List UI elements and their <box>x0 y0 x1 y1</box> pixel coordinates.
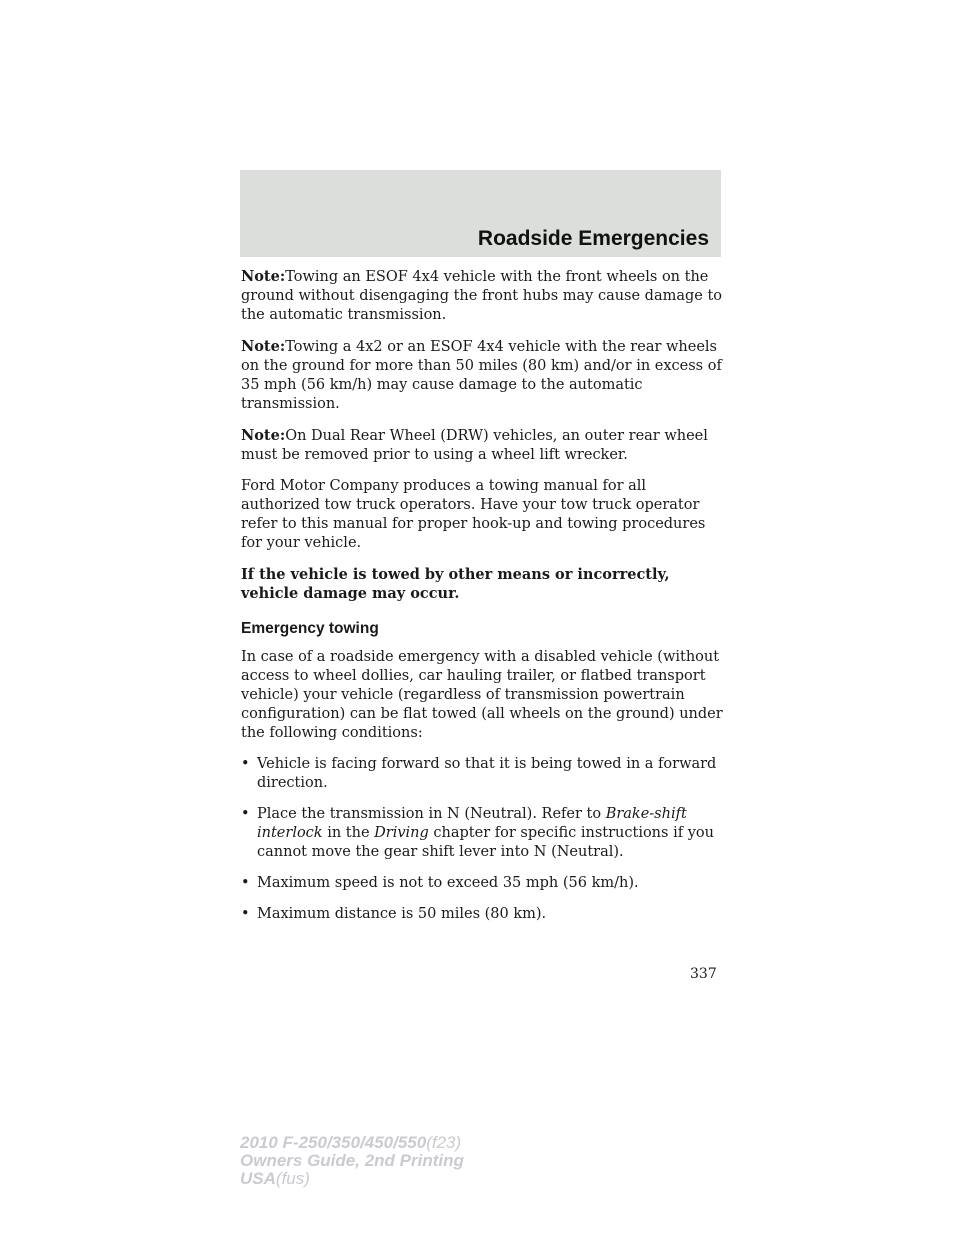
cross-reference-brake-shift-interlock: Brake-shift interlock <box>257 806 687 841</box>
list-item-text: Maximum speed is not to exceed 35 mph (56 km/h). <box>257 875 639 891</box>
list-item-text: Place the transmission in N (Neutral). Refer to <box>257 806 606 822</box>
note-text: Towing a 4x2 or an ESOF 4x4 vehicle with the rear wheels on the ground for more than 50 miles (80 km) and/or in excess of 35 mph (56 km/h) may cause damage to the automatic transmission. <box>241 339 722 412</box>
section-header-band <box>240 170 721 257</box>
page-content <box>241 267 723 936</box>
list-item-text: Maximum distance is 50 miles (80 km). <box>257 906 547 922</box>
note-paragraph <box>241 337 723 414</box>
footer-model-code: (f23) <box>426 1133 462 1152</box>
footer-region: USA <box>240 1169 276 1188</box>
towing-conditions-list <box>241 755 723 924</box>
list-item-text: Vehicle is facing forward so that it is being towed in a forward direction. <box>257 756 717 791</box>
list-item-text: chapter for specific instructions if you cannot move the gear shift lever into N (Neutral). <box>257 825 714 860</box>
cross-reference-driving-chapter: Driving <box>374 825 429 841</box>
note-label: Note: <box>241 268 286 285</box>
footer-line-model <box>240 1134 464 1152</box>
note-label: Note: <box>241 338 286 355</box>
bullet-icon: • <box>241 875 250 891</box>
emergency-towing-intro: In case of a roadside emergency with a disabled vehicle (without access to wheel dollies, car hauling trailer, or flatbed transport vehicle) your vehicle (regardless of transmission powertrain configuration) can be flat towed (all wheels on the ground) under the following conditions: <box>241 649 723 741</box>
towing-manual-paragraph: Ford Motor Company produces a towing manual for all authorized tow truck operators. Have your tow truck operator refer to this manual for proper hook-up and towing procedures for your vehicle. <box>241 478 706 551</box>
bullet-icon: • <box>241 756 250 772</box>
page-number: 337 <box>690 966 717 982</box>
list-item <box>241 905 723 924</box>
list-item-text: in the <box>322 825 375 841</box>
note-paragraph <box>241 267 723 325</box>
list-item <box>241 874 723 893</box>
note-text: On Dual Rear Wheel (DRW) vehicles, an outer rear wheel must be removed prior to using a wheel lift wrecker. <box>241 428 708 463</box>
list-item <box>241 805 723 862</box>
emergency-towing-heading: Emergency towing <box>241 620 379 637</box>
section-title: Roadside Emergencies <box>477 227 709 250</box>
footer-line-printing: Owners Guide, 2nd Printing <box>240 1151 464 1170</box>
bullet-icon: • <box>241 806 250 822</box>
note-text: Towing an ESOF 4x4 vehicle with the front wheels on the ground without disengaging the front hubs may cause damage to the automatic transmission. <box>241 269 723 323</box>
footer-model: 2010 F-250/350/450/550 <box>240 1133 427 1152</box>
footer-region-code: (fus) <box>275 1169 310 1188</box>
bullet-icon: • <box>241 906 250 922</box>
note-paragraph <box>241 426 723 465</box>
note-label: Note: <box>241 427 286 444</box>
list-item <box>241 755 723 793</box>
document-footer <box>240 1134 464 1188</box>
footer-line-region <box>240 1170 464 1188</box>
damage-warning: If the vehicle is towed by other means or incorrectly, vehicle damage may occur. <box>241 566 670 602</box>
